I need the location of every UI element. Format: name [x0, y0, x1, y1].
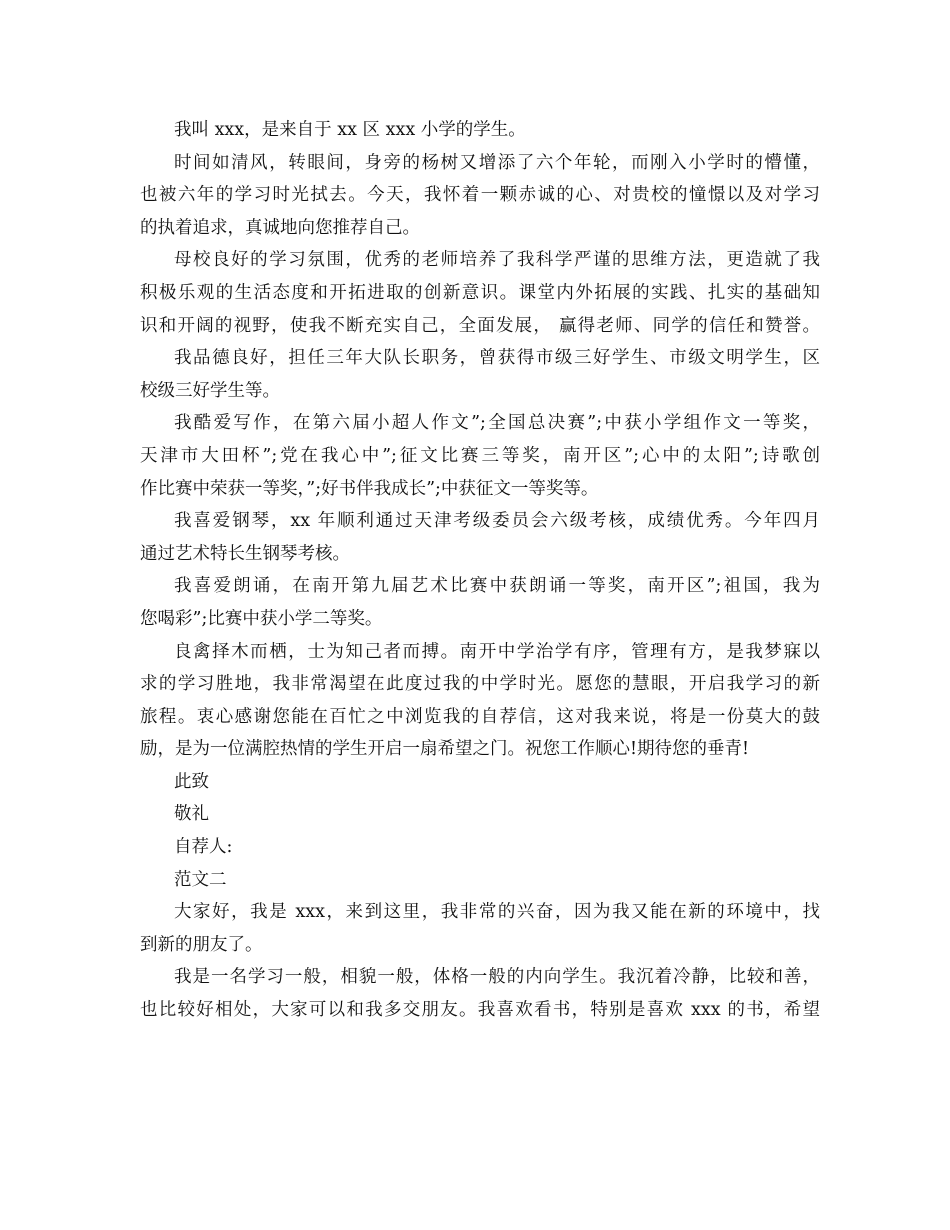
text-line: 母校良好的学习氛围，优秀的老师培养了我科学严谨的思维方法，更造就了我 [174, 250, 820, 271]
text-line: 的执着追求，真诚地向您推荐自己。 [140, 217, 420, 238]
text-line: 旅程。衷心感谢您能在百忙之中浏览我的自荐信，这对我来说，将是一份莫大的鼓 [140, 706, 820, 727]
text-line: 识和开阔的视野，使我不断充实自己，全面发展， 赢得老师、同学的信任和赞誉。 [140, 315, 820, 336]
text-line: 我酷爱写作，在第六届小超人作文”;全国总决赛”;中获小学组作文一等奖， [174, 413, 820, 434]
text-line: 此致 [174, 771, 209, 792]
document-body [140, 114, 820, 1027]
text-line: 积极乐观的生活态度和开拓进取的创新意识。课堂内外拓展的实践、扎实的基础知 [140, 282, 820, 303]
text-line: 敬礼 [174, 804, 209, 825]
text-line: 我叫 xxx，是来自于 xx 区 xxx 小学的学生。 [174, 120, 526, 140]
text-line: 时间如清风，转眼间，身旁的杨树又增添了六个年轮，而刚入小学时的懵懂， [174, 152, 820, 173]
text-line: 也被六年的学习时光拭去。今天，我怀着一颗赤诚的心、对贵校的憧憬以及对学习 [140, 185, 820, 206]
text-line: 我喜爱钢琴，xx 年顺利通过天津考级委员会六级考核，成绩优秀。今年四月 [174, 511, 820, 532]
text-line: 求的学习胜地，我非常渴望在此度过我的中学时光。愿您的慧眼，开启我学习的新 [140, 674, 820, 695]
text-line: 良禽择木而栖，士为知己者而搏。南开中学治学有序，管理有方，是我梦寐以 [174, 641, 820, 662]
text-line: 校级三好学生等。 [140, 380, 280, 401]
text-line: 作比赛中荣获一等奖，”;好书伴我成长”;中获征文一等奖等。 [140, 478, 599, 499]
text-line: 自荐人: [174, 837, 233, 858]
text-line: 范文二 [174, 869, 227, 890]
text-line: 我品德良好，担任三年大队长职务，曾获得市级三好学生、市级文明学生，区 [174, 348, 820, 369]
text-line: 通过艺术特长生钢琴考核。 [140, 543, 350, 564]
text-line: 我喜爱朗诵，在南开第九届艺术比赛中获朗诵一等奖，南开区”;祖国，我为 [174, 576, 820, 597]
text-line: 天津市大田杯”;党在我心中”;征文比赛三等奖，南开区”;心中的太阳”;诗歌创 [140, 445, 820, 466]
text-line: 到新的朋友了。 [140, 934, 263, 955]
text-line: 也比较好相处，大家可以和我多交朋友。我喜欢看书，特别是喜欢 xxx 的书，希望 [140, 1000, 820, 1021]
text-line: 励，是为一位满腔热情的学生开启一扇希望之门。祝您工作顺心!期待您的垂青! [140, 739, 750, 760]
text-line: 您喝彩”;比赛中获小学二等奖。 [140, 608, 383, 629]
text-line: 大家好，我是 xxx，来到这里，我非常的兴奋，因为我又能在新的环境中，找 [174, 902, 820, 923]
text-line: 我是一名学习一般，相貌一般，体格一般的内向学生。我沉着冷静，比较和善， [174, 967, 820, 988]
